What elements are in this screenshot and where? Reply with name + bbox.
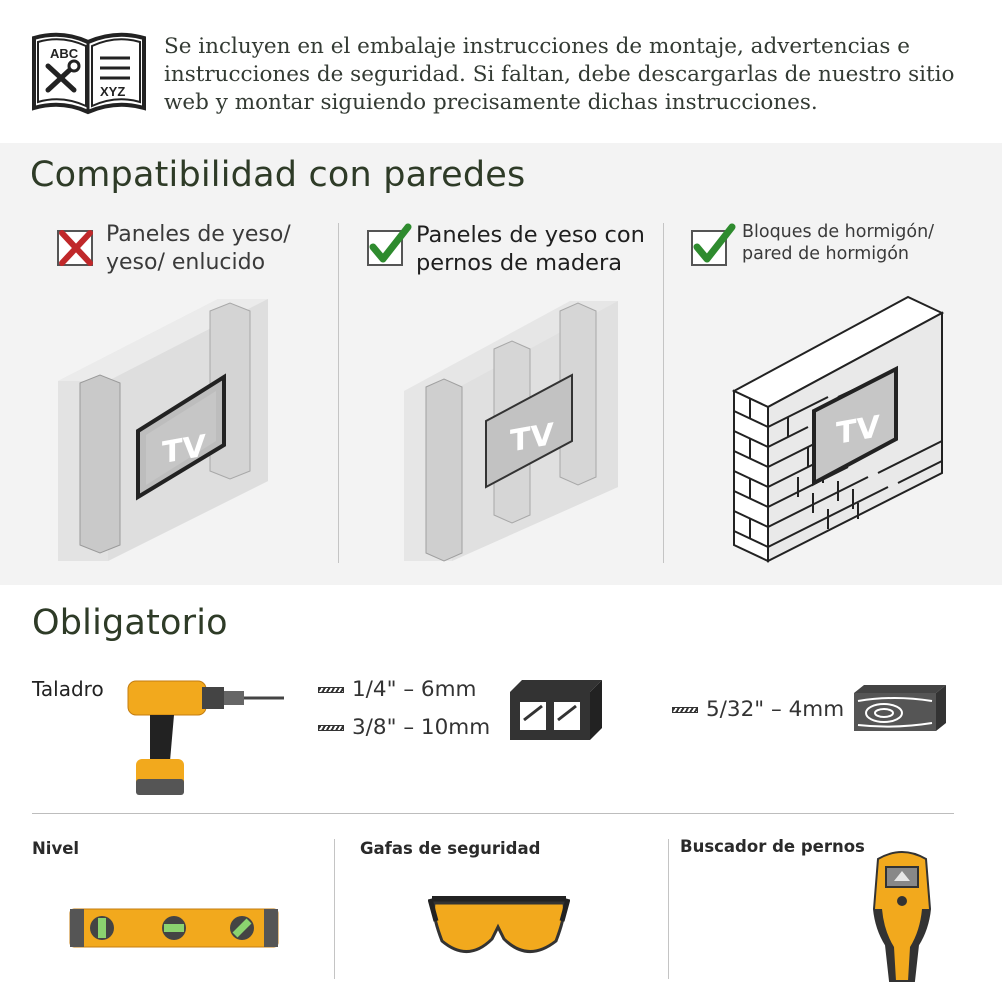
mandatory-title: Obligatorio bbox=[32, 603, 228, 643]
book-abc-text: ABC bbox=[50, 46, 79, 61]
column-divider bbox=[338, 223, 339, 563]
drill-icon bbox=[126, 675, 286, 799]
tv-label: TV bbox=[162, 428, 206, 472]
option-line: Bloques de hormigón/ bbox=[742, 222, 935, 242]
option-line: pernos de madera bbox=[416, 250, 623, 276]
drywall-studs-wall-illustration bbox=[400, 291, 622, 563]
option-line: Paneles de yeso/ bbox=[106, 222, 291, 247]
option-label-drywall-studs bbox=[416, 221, 645, 277]
concrete-block-icon bbox=[510, 680, 602, 740]
bit-spec-text: 3/8" – 10mm bbox=[352, 715, 491, 740]
drill-bit-icon bbox=[318, 725, 344, 731]
mandatory-tools-section bbox=[0, 585, 1002, 1002]
level-label: Nivel bbox=[32, 839, 80, 858]
option-line: yeso/ enlucido bbox=[106, 250, 266, 275]
drill-bit-icon bbox=[318, 687, 344, 693]
bit-spec-text: 1/4" – 6mm bbox=[352, 677, 477, 702]
tv-label: TV bbox=[836, 409, 880, 452]
bit-spec-text: 5/32" – 4mm bbox=[706, 697, 845, 722]
safety-glasses-icon bbox=[428, 893, 570, 965]
drill-bit-icon bbox=[672, 707, 698, 713]
option-label-concrete bbox=[742, 221, 934, 265]
stud-finder-icon bbox=[870, 849, 934, 987]
column-divider bbox=[668, 839, 669, 979]
check-mark-icon bbox=[366, 223, 412, 267]
bit-spec-4mm bbox=[672, 697, 844, 722]
drill-label: Taladro bbox=[32, 677, 104, 701]
glasses-label: Gafas de seguridad bbox=[360, 839, 541, 858]
drywall-wall-illustration bbox=[50, 291, 272, 563]
manual-book-icon bbox=[30, 28, 148, 116]
wall-compatibility-section bbox=[0, 143, 1002, 585]
tools-divider bbox=[32, 813, 954, 814]
bit-spec-10mm bbox=[318, 715, 490, 740]
column-divider bbox=[663, 223, 664, 563]
wood-plank-icon bbox=[854, 685, 946, 731]
compat-title: Compatibilidad con paredes bbox=[30, 155, 526, 195]
notice-text: Se incluyen en el embalaje instrucciones de montaje, advertencias e instrucciones de seguridad. Si faltan, debe descargarlas de nuestro sitio web y montar siguiendo precisamente dichas instrucciones. bbox=[164, 34, 955, 115]
spirit-level-icon bbox=[68, 907, 280, 951]
bit-spec-6mm bbox=[318, 677, 476, 702]
cross-mark-icon bbox=[56, 227, 96, 267]
book-xyz-text: XYZ bbox=[100, 84, 126, 99]
stud-finder-label: Buscador de pernos bbox=[680, 837, 865, 856]
check-mark-icon bbox=[690, 223, 736, 267]
instructions-notice bbox=[0, 0, 1002, 143]
tv-label: TV bbox=[510, 417, 554, 460]
column-divider bbox=[334, 839, 335, 979]
concrete-brick-wall-illustration bbox=[728, 293, 946, 563]
option-line: Paneles de yeso con bbox=[416, 222, 645, 248]
option-line: pared de hormigón bbox=[742, 244, 910, 264]
option-label-drywall bbox=[106, 221, 291, 277]
